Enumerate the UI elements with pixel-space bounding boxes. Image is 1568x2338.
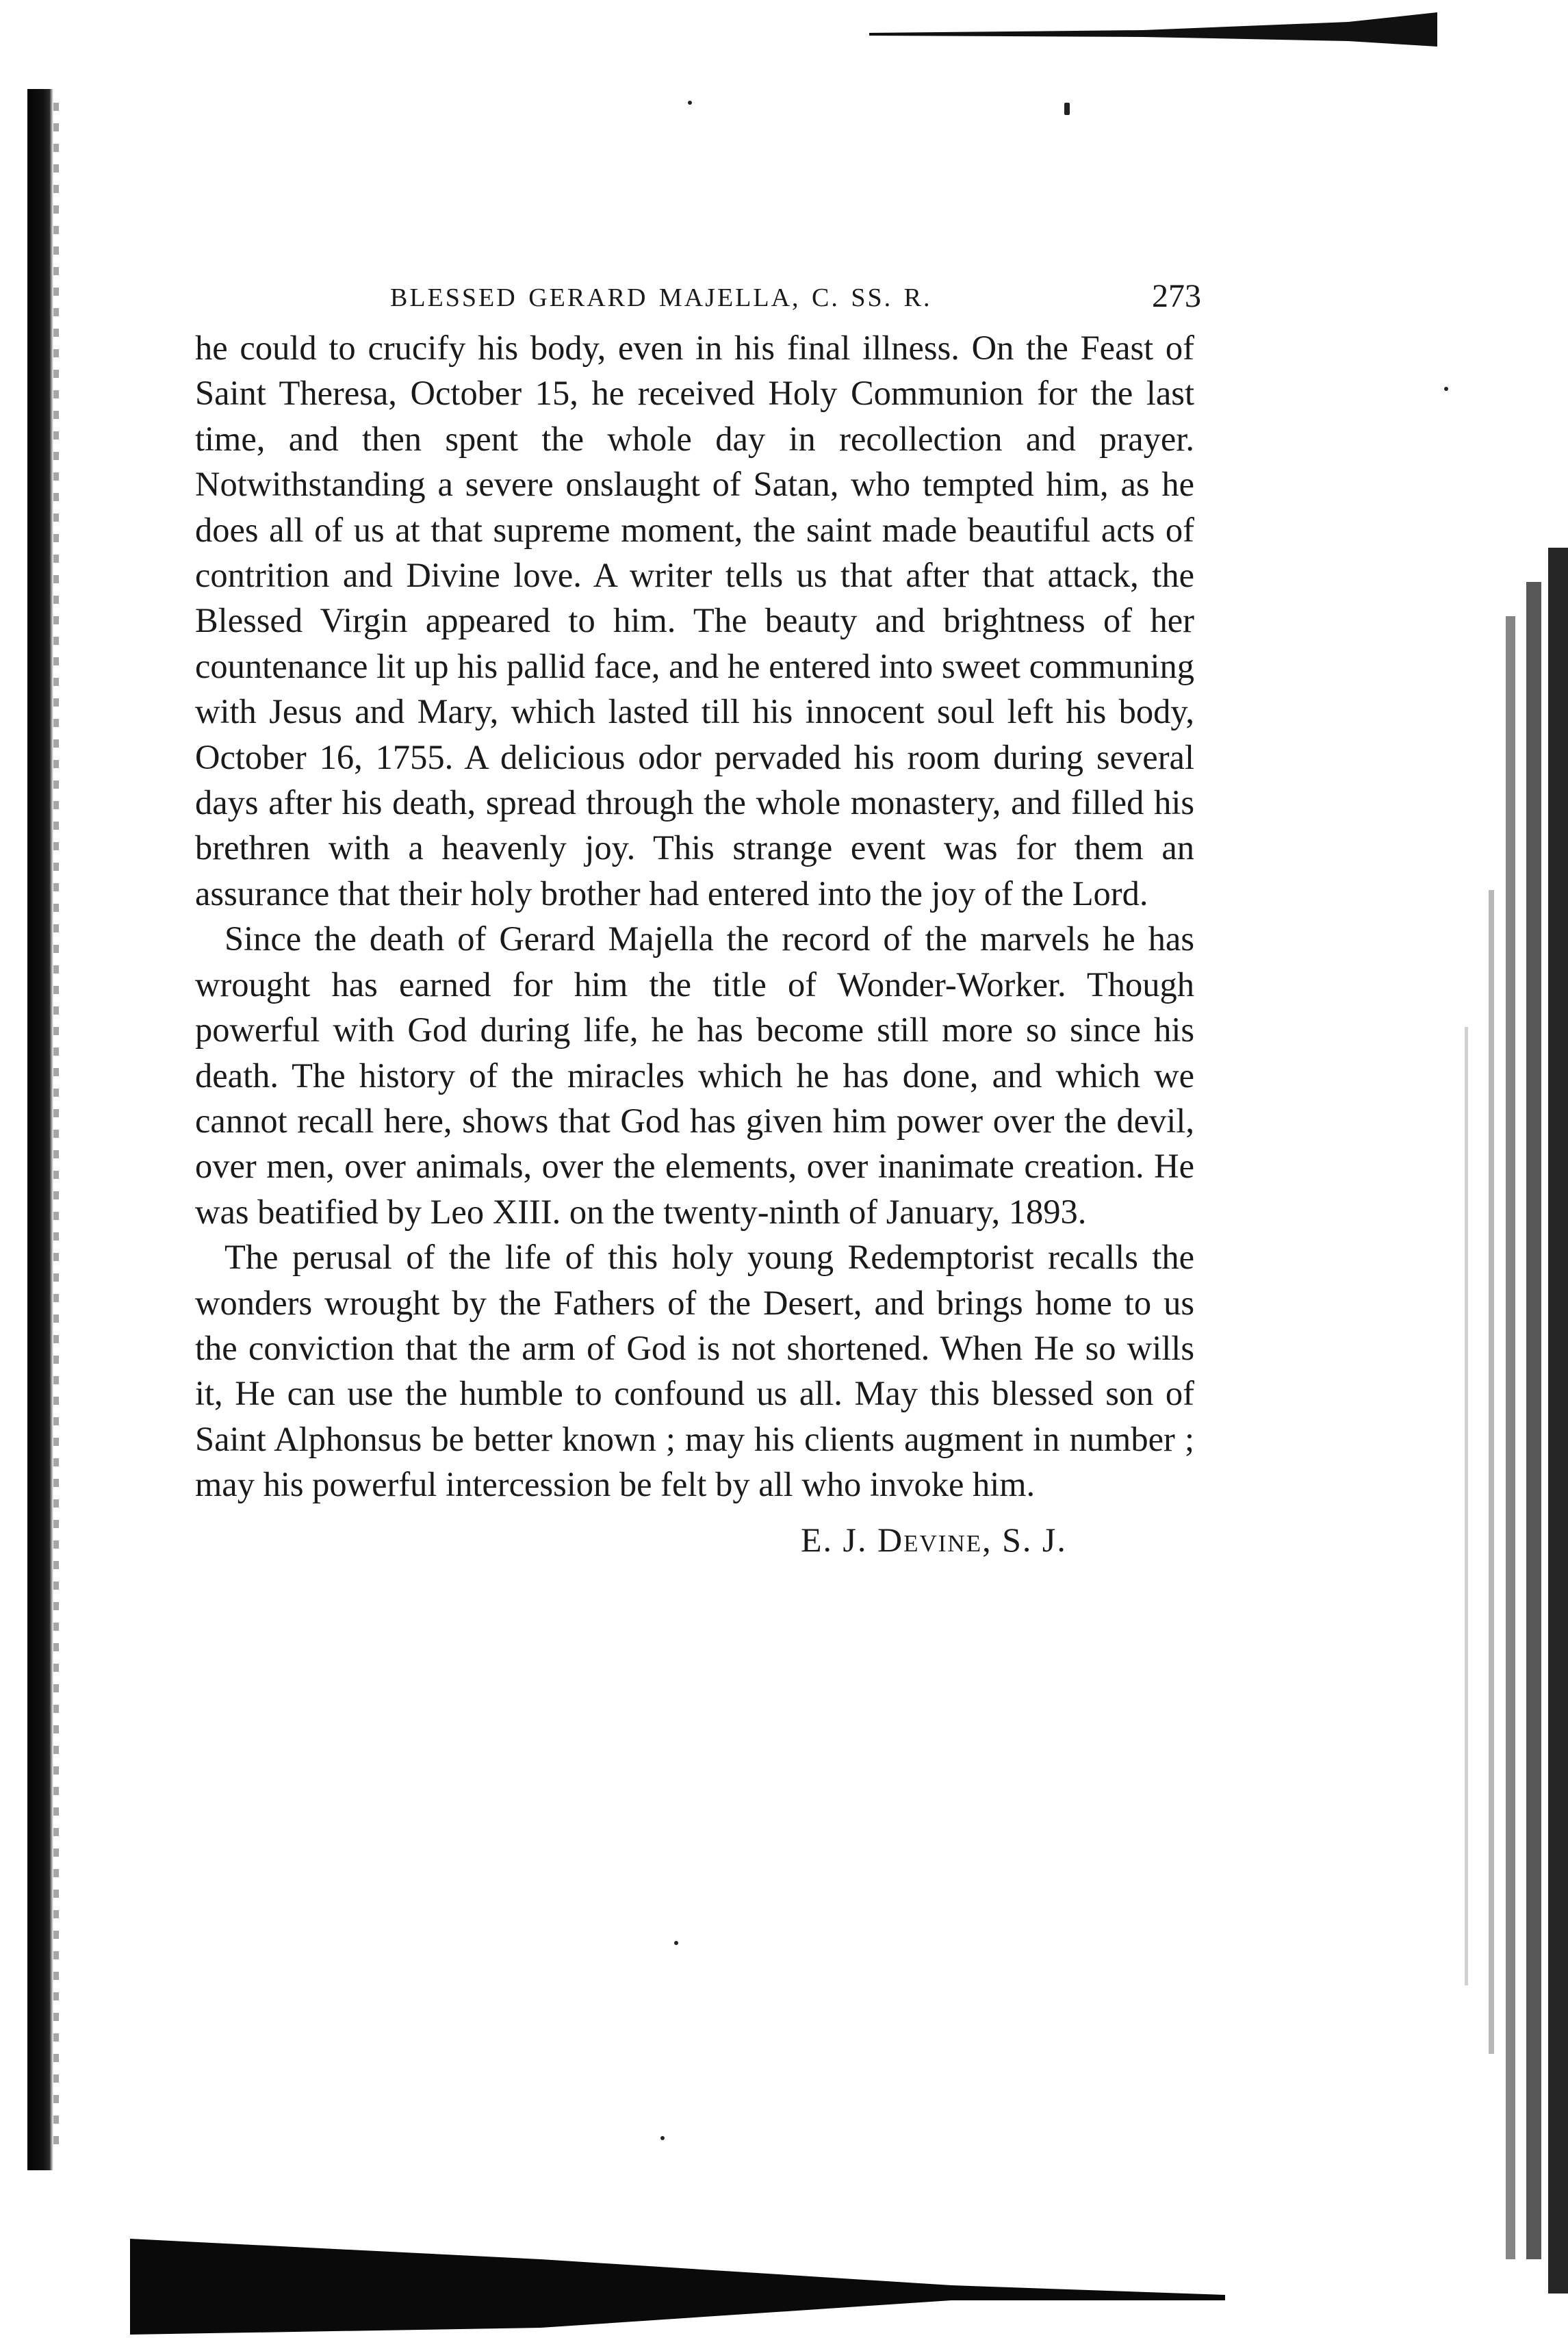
page-number: 273 xyxy=(1152,278,1201,314)
running-head xyxy=(195,270,1201,325)
book-page xyxy=(195,270,1201,1562)
scan-speck xyxy=(1064,103,1070,115)
running-title: BLESSED GERARD MAJELLA, C. SS. R. xyxy=(390,283,932,312)
scan-shadow-top xyxy=(869,12,1437,47)
paragraph: Since the death of Gerard Majella the record of the marvels he has wrought has earned for him the title of Wonder-Worker. Though powerful with God during life, he has become still more so since his death. The history of the miracles which he has done, and which we cannot recall here, shows that God has given him power over the devil, over men, over animals, over the elements, over inanimate creation. He was beatified by Leo XIII. on the twenty-ninth of January, 1893. xyxy=(195,919,1194,1231)
author-signature: E. J. Devine, S. J. xyxy=(801,1520,1067,1559)
scan-shadow-left xyxy=(27,89,53,2170)
scan-speck xyxy=(1444,387,1448,391)
scan-shadow-left-noise xyxy=(53,103,59,2157)
scan-speck xyxy=(688,101,692,105)
paragraph: he could to crucify his body, even in his final illness. On the Feast of Saint Theresa, October 15, he received Holy Communion for the last time, and then spent the whole day in recollection and prayer. Notwithstanding a severe onslaught of Satan, who tempted him, as he does all of us at that supreme moment, the saint made beautiful acts of contrition and Divine love. A writer tells us that after that attack, the Blessed Virgin appeared to him. The beauty and brightness of her countenance lit up his pallid face, and he entered into sweet communing with Jesus and Mary, which lasted till his innocent soul left his body, October 16, 1755. A delicious odor pervaded his room during several days after his death, spread through the whole monastery, and filled his brethren with a heavenly joy. This strange event was for them an assurance that their holy brother had entered into the joy of the Lord. xyxy=(195,329,1194,913)
scan-speck xyxy=(674,1941,678,1945)
paragraph: The perusal of the life of this holy young Redemptorist recalls the wonders wrought by the Fathers of the Desert, and brings home to us the conviction that the arm of God is not shortened. When He so wills it, He can use the humble to confound us all. May this blessed son of Saint Alphonsus be better known ; may his clients augment in number ; may his powerful intercession be felt by all who invoke him. xyxy=(195,1238,1194,1504)
scan-noise-right xyxy=(1424,411,1568,2293)
scan-shadow-bottom xyxy=(130,2232,1225,2335)
scan-speck xyxy=(660,2136,665,2140)
